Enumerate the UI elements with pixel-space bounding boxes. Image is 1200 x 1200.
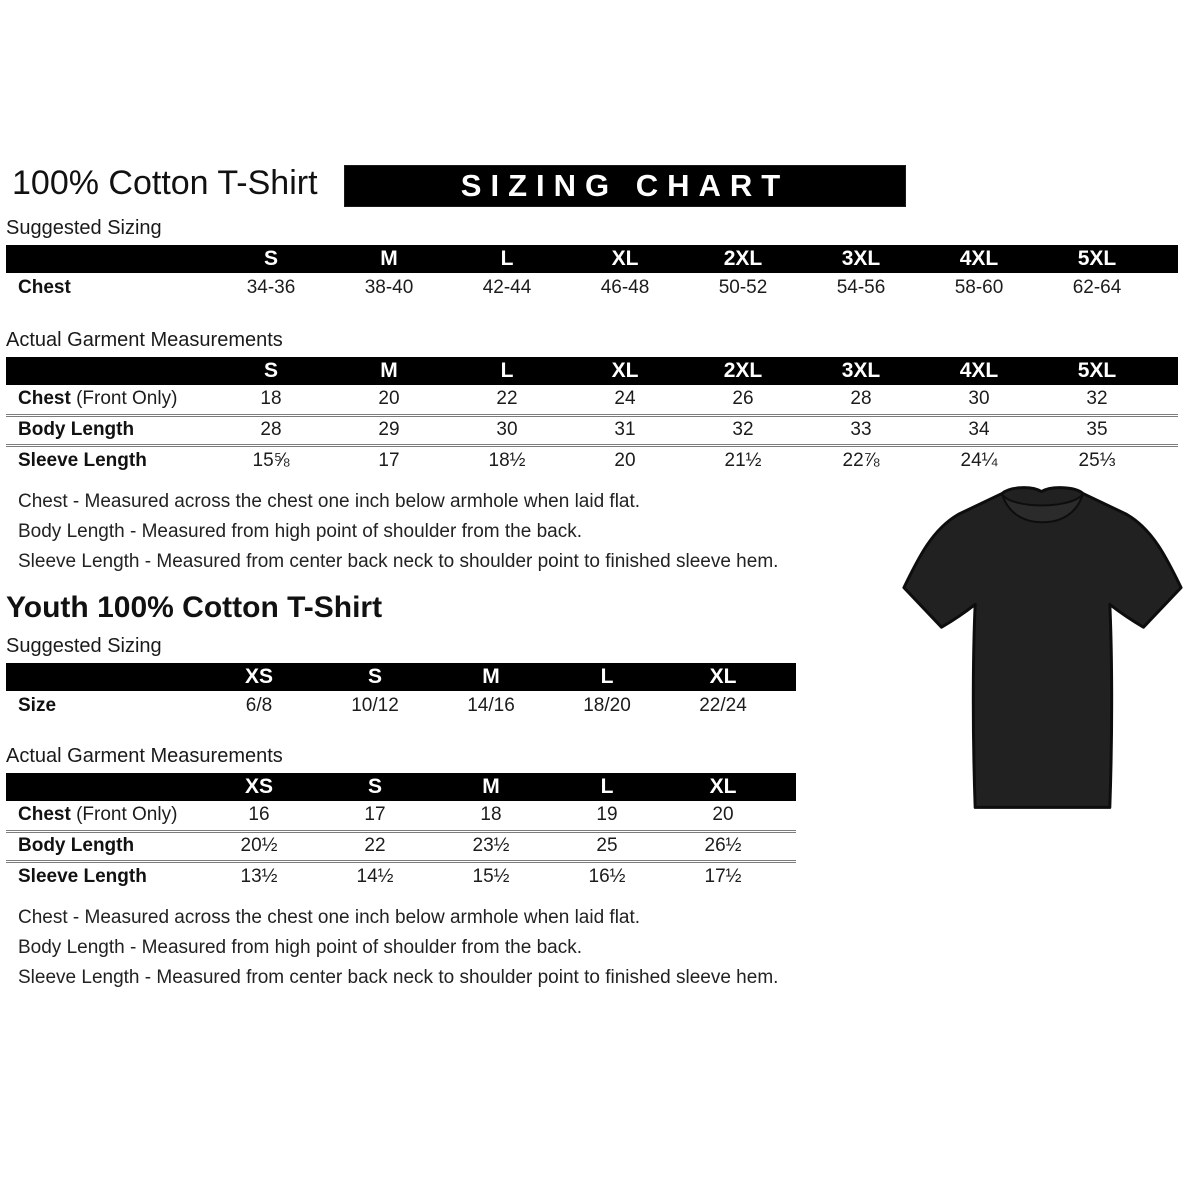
size-column-header: L bbox=[549, 773, 665, 801]
size-column-header: XL bbox=[566, 245, 684, 273]
measurement-cell: 17 bbox=[378, 449, 400, 471]
adult-suggested-sizing-table bbox=[6, 245, 1178, 303]
size-column-header: L bbox=[448, 245, 566, 273]
measurement-cell: 21½ bbox=[724, 449, 762, 471]
size-header-row bbox=[6, 357, 1178, 385]
page-title: 100% Cotton T-Shirt bbox=[12, 164, 318, 202]
measurement-cell: 14/16 bbox=[467, 695, 515, 716]
size-column-header: XL bbox=[665, 773, 781, 801]
measurement-row bbox=[6, 415, 1178, 445]
measurement-cell: 10/12 bbox=[351, 695, 399, 716]
measurement-cell: 24¼ bbox=[960, 449, 998, 471]
measurement-cell: 28 bbox=[260, 419, 282, 440]
note-line: Body Length - Measured from high point of shoulder from the back. bbox=[18, 937, 582, 958]
tshirt-body-shape bbox=[904, 488, 1181, 808]
measurement-cell: 33 bbox=[850, 419, 872, 440]
header-spacer-cell bbox=[781, 663, 796, 691]
measurement-cell: 15½ bbox=[472, 865, 510, 887]
row-spacer-cell bbox=[1156, 273, 1178, 303]
measurement-cell: 20 bbox=[614, 449, 636, 471]
measurement-cell: 22/24 bbox=[699, 695, 747, 716]
measurement-cell: 20 bbox=[712, 804, 734, 826]
measurement-row bbox=[6, 385, 1178, 415]
measurement-cell: 30 bbox=[496, 419, 518, 440]
measurement-cell: 16 bbox=[248, 804, 270, 826]
size-column-header: M bbox=[433, 773, 549, 801]
row-label: Chest bbox=[18, 277, 71, 298]
measurement-cell: 18 bbox=[260, 388, 282, 410]
youth-suggested-sizing-table bbox=[6, 663, 796, 721]
measurement-cell: 46-48 bbox=[600, 277, 650, 298]
measurement-cell: 26 bbox=[732, 388, 754, 410]
measurement-cell: 32 bbox=[1086, 388, 1108, 410]
header-spacer-cell bbox=[1156, 245, 1178, 273]
note-line: Sleeve Length - Measured from center back neck to shoulder point to finished sleeve hem. bbox=[18, 551, 779, 572]
measurement-cell: 31 bbox=[614, 419, 636, 440]
note-line: Sleeve Length - Measured from center back neck to shoulder point to finished sleeve hem. bbox=[18, 967, 779, 988]
measurement-cell: 28 bbox=[850, 388, 872, 410]
header-corner-cell bbox=[6, 663, 201, 691]
row-label: Body Length bbox=[18, 419, 135, 440]
row-spacer-cell bbox=[1156, 385, 1178, 415]
size-column-header: 3XL bbox=[802, 245, 920, 273]
measurement-cell: 22 bbox=[496, 388, 518, 410]
header-corner-cell bbox=[6, 773, 201, 801]
header-spacer-cell bbox=[1156, 357, 1178, 385]
measurement-row bbox=[6, 445, 1178, 475]
measurement-row bbox=[6, 831, 796, 861]
adult-actual-measurements-table bbox=[6, 357, 1178, 475]
measurement-cell: 38-40 bbox=[364, 277, 414, 298]
measurement-cell: 25⅓ bbox=[1078, 449, 1116, 471]
size-column-header: S bbox=[317, 663, 433, 691]
row-spacer-cell bbox=[1156, 445, 1178, 475]
measurement-cell: 18 bbox=[480, 804, 502, 826]
size-column-header: L bbox=[448, 357, 566, 385]
measurement-cell: 16½ bbox=[588, 865, 626, 887]
size-column-header: M bbox=[330, 357, 448, 385]
measurement-row bbox=[6, 801, 796, 831]
measurement-cell: 35 bbox=[1086, 419, 1108, 440]
row-label: Body Length bbox=[18, 835, 135, 856]
measurement-cell: 13½ bbox=[240, 865, 278, 887]
size-column-header: 2XL bbox=[684, 357, 802, 385]
row-spacer-cell bbox=[781, 831, 796, 861]
size-column-header: 3XL bbox=[802, 357, 920, 385]
measurement-cell: 54-56 bbox=[836, 277, 886, 298]
measurement-cell: 17½ bbox=[704, 865, 742, 887]
sizing-chart-banner bbox=[345, 166, 905, 206]
measurement-row bbox=[6, 691, 796, 721]
measurement-cell: 23½ bbox=[472, 835, 510, 856]
measurement-cell: 22⅞ bbox=[842, 449, 880, 471]
measurement-cell: 42-44 bbox=[482, 277, 532, 298]
measurement-cell: 20 bbox=[378, 388, 400, 410]
measurement-cell: 18½ bbox=[488, 449, 526, 471]
youth-section-title: Youth 100% Cotton T-Shirt bbox=[6, 591, 383, 624]
row-label: Sleeve Length bbox=[18, 449, 147, 471]
sizing-chart-banner-text: SIZING CHART bbox=[460, 168, 790, 203]
size-column-header: 2XL bbox=[684, 245, 802, 273]
row-spacer-cell bbox=[781, 691, 796, 721]
measurement-cell: 18/20 bbox=[583, 695, 631, 716]
header-corner-cell bbox=[6, 357, 212, 385]
youth-measurement-notes bbox=[18, 903, 1200, 993]
measurement-cell: 20½ bbox=[240, 835, 278, 856]
youth-actual-measurements-label: Actual Garment Measurements bbox=[6, 745, 283, 767]
youth-suggested-sizing-label: Suggested Sizing bbox=[6, 635, 162, 657]
row-spacer-cell bbox=[781, 801, 796, 831]
measurement-cell: 32 bbox=[732, 419, 754, 440]
measurement-cell: 19 bbox=[596, 804, 618, 826]
measurement-cell: 34 bbox=[968, 419, 990, 440]
size-header-row bbox=[6, 245, 1178, 273]
size-header-row bbox=[6, 663, 796, 691]
measurement-cell: 6/8 bbox=[245, 695, 273, 716]
measurement-cell: 15⅝ bbox=[252, 449, 290, 471]
size-header-row bbox=[6, 773, 796, 801]
measurement-cell: 24 bbox=[614, 388, 636, 410]
measurement-cell: 50-52 bbox=[718, 277, 768, 298]
measurement-row bbox=[6, 861, 796, 891]
size-column-header: M bbox=[330, 245, 448, 273]
row-label: Size bbox=[18, 695, 57, 716]
size-column-header: S bbox=[212, 357, 330, 385]
size-column-header: 5XL bbox=[1038, 357, 1156, 385]
row-spacer-cell bbox=[781, 861, 796, 891]
size-column-header: M bbox=[433, 663, 549, 691]
header-corner-cell bbox=[6, 245, 212, 273]
measurement-cell: 58-60 bbox=[954, 277, 1004, 298]
measurement-cell: 14½ bbox=[356, 865, 394, 887]
row-label: Chest (Front Only) bbox=[18, 388, 178, 410]
row-label: Chest (Front Only) bbox=[18, 804, 178, 826]
measurement-cell: 22 bbox=[364, 835, 386, 856]
measurement-cell: 25 bbox=[596, 835, 618, 856]
size-column-header: 4XL bbox=[920, 245, 1038, 273]
row-spacer-cell bbox=[1156, 415, 1178, 445]
note-line: Chest - Measured across the chest one inch below armhole when laid flat. bbox=[18, 907, 641, 928]
size-column-header: XS bbox=[201, 773, 317, 801]
note-line: Chest - Measured across the chest one inch below armhole when laid flat. bbox=[18, 491, 641, 512]
size-column-header: 4XL bbox=[920, 357, 1038, 385]
header-spacer-cell bbox=[781, 773, 796, 801]
size-column-header: XL bbox=[665, 663, 781, 691]
measurement-cell: 34-36 bbox=[246, 277, 296, 298]
measurement-cell: 26½ bbox=[704, 835, 742, 856]
size-column-header: 5XL bbox=[1038, 245, 1156, 273]
size-column-header: L bbox=[549, 663, 665, 691]
black-tshirt-image bbox=[893, 478, 1190, 818]
measurement-cell: 30 bbox=[968, 388, 990, 410]
measurement-cell: 29 bbox=[378, 419, 400, 440]
size-column-header: XS bbox=[201, 663, 317, 691]
size-column-header: XL bbox=[566, 357, 684, 385]
measurement-cell: 17 bbox=[364, 804, 386, 826]
suggested-sizing-label: Suggested Sizing bbox=[6, 217, 162, 239]
size-column-header: S bbox=[317, 773, 433, 801]
measurement-row bbox=[6, 273, 1178, 303]
actual-measurements-label: Actual Garment Measurements bbox=[6, 329, 283, 351]
note-line: Body Length - Measured from high point of shoulder from the back. bbox=[18, 521, 582, 542]
page-header bbox=[6, 163, 1200, 207]
row-label: Sleeve Length bbox=[18, 865, 147, 887]
size-column-header: S bbox=[212, 245, 330, 273]
measurement-cell: 62-64 bbox=[1072, 277, 1122, 298]
youth-actual-measurements-table bbox=[6, 773, 796, 891]
